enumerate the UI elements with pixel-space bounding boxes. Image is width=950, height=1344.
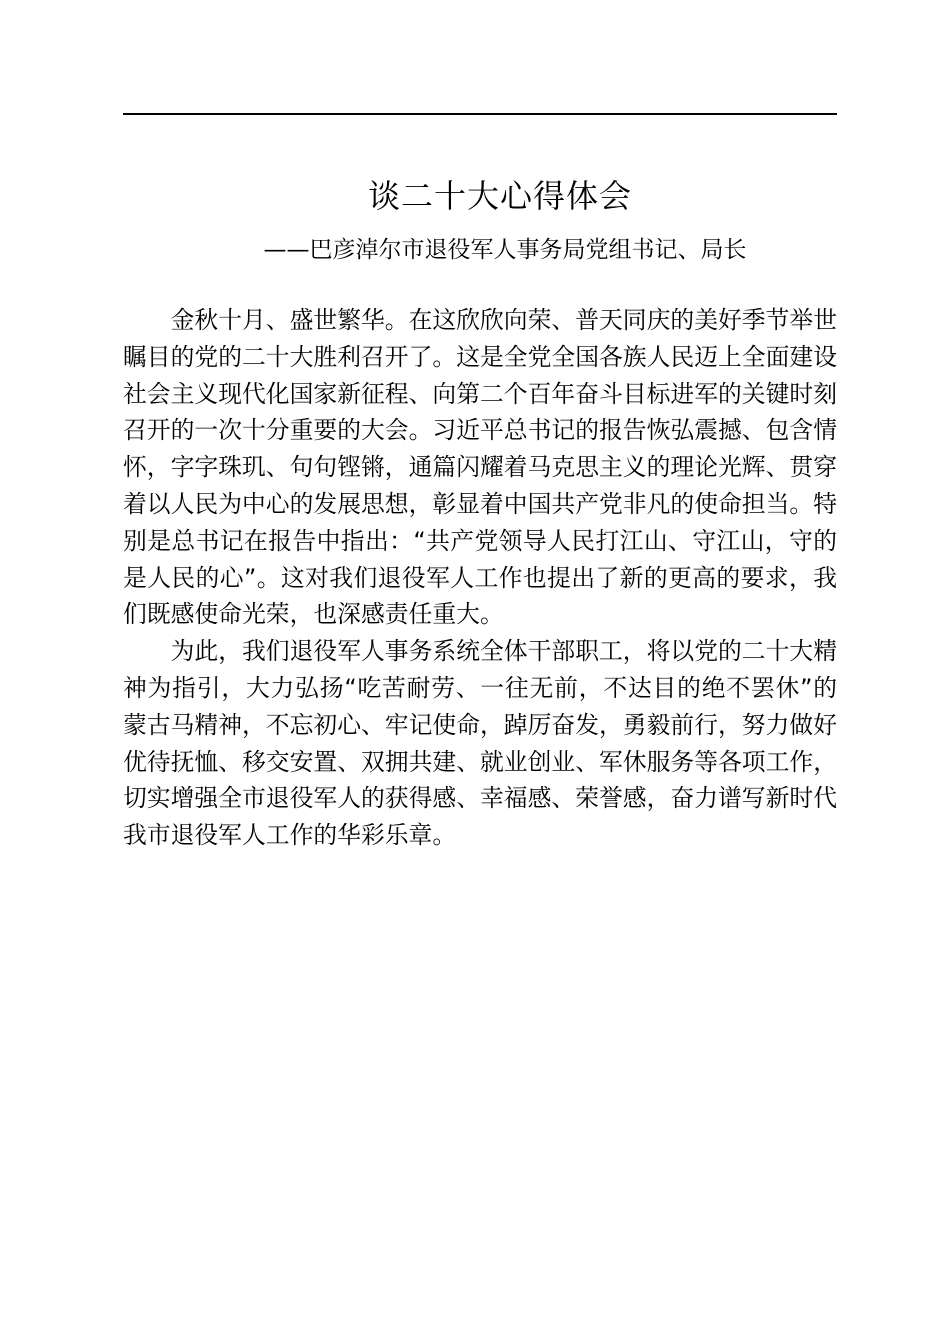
paragraph: 为此，我们退役军人事务系统全体干部职工，将以党的二十大精神为指引，大力弘扬“吃苦耐劳、一往无前，不达目的绝不罢休”的蒙古马精神，不忘初心、牢记使命，踔厉奋发，勇毅前行，努力做好优待抚恤、移交安置、双拥共建、就业创业、军休服务等各项工作，切实增强全市退役军人的获得感、幸福感、荣誉感，奋力谱写新时代我市退役军人工作的华彩乐章。 <box>123 637 837 850</box>
document-title: 谈二十大心得体会 <box>367 177 632 215</box>
document-subtitle: ——巴彦淖尔市退役军人事务局党组书记、局长 <box>263 237 747 263</box>
paragraph: 金秋十月、盛世繁华。在这欣欣向荣、普天同庆的美好季节举世瞩目的党的二十大胜利召开了。这是全党全国各族人民迈上全面建设社会主义现代化国家新征程、向第二个百年奋斗目标进军的关键时刻召开的一次十分重要的大会。习近平总书记的报告恢弘震撼、包含情怀，字字珠玑、句句铿锵，通篇闪耀着马克思主义的理论光辉、贯穿着以人民为中心的发展思想，彰显着中国共产党非凡的使命担当。特别是总书记在报告中指出：“共产党领导人民打江山、守江山，守的是人民的心”。这对我们退役军人工作也提出了新的更高的要求，我们既感使命光荣，也深感责任重大。 <box>123 306 837 629</box>
document-body <box>123 302 837 854</box>
header-rule <box>123 113 837 115</box>
